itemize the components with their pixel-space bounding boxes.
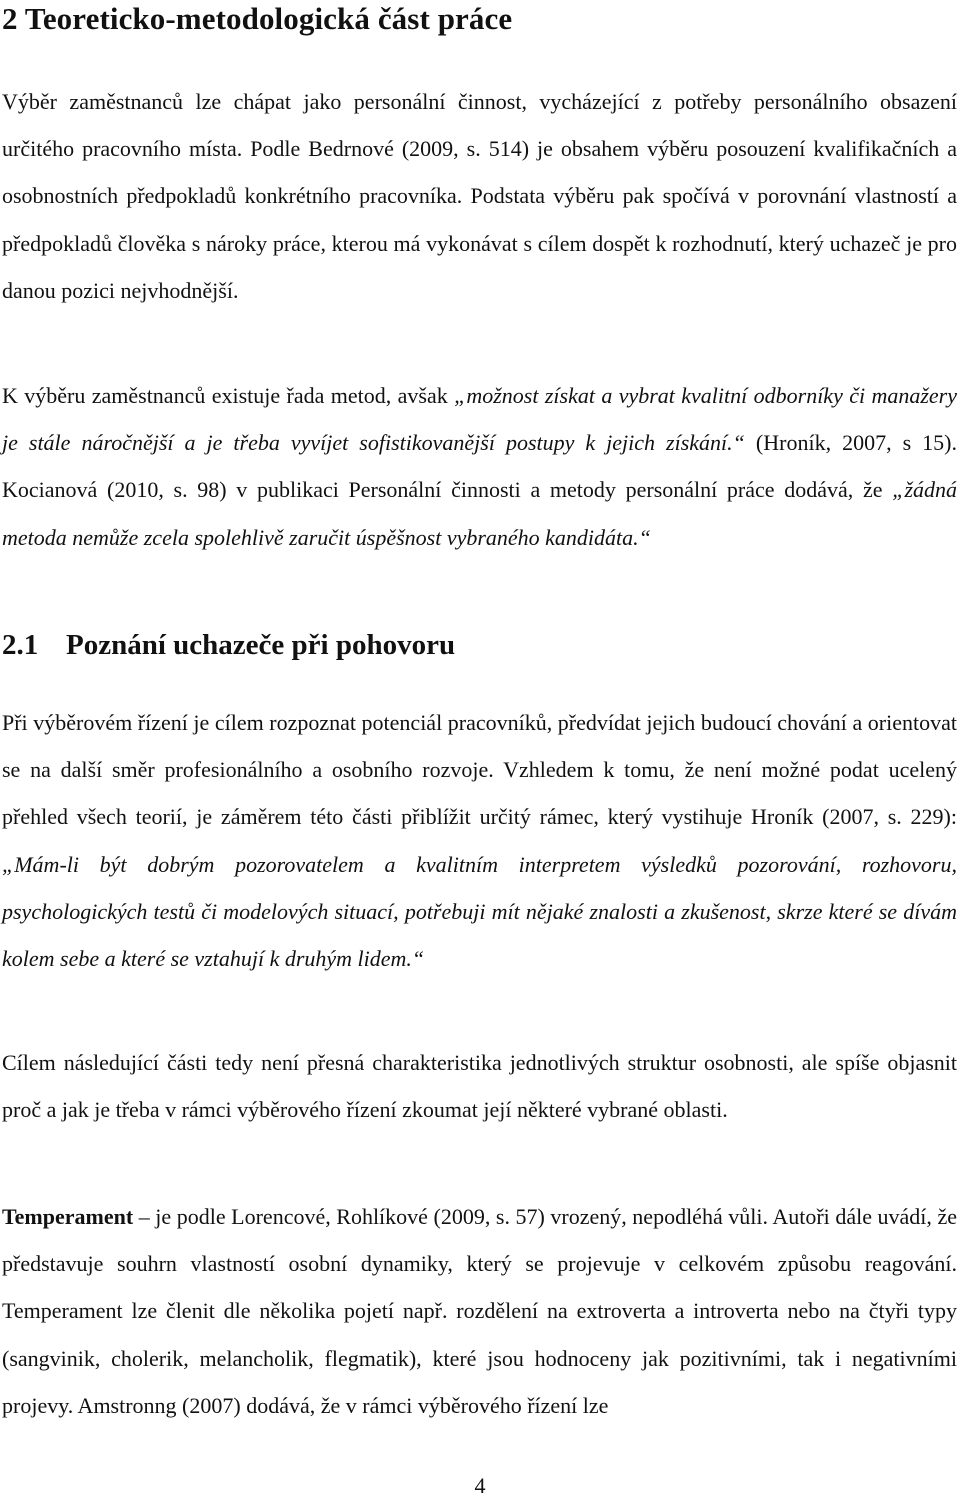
quote-hronik-observer: „Mám-li být dobrým pozorovatelem a kvalitním interpretem výsledků pozorování, rozhovoru, psychologických testů či modelových situací, potřebuji mít nějaké znalosti a zkušenost, skrze které se dívám kolem sebe a které se vztahují k druhým lidem.“: [2, 851, 957, 972]
section-heading: [2, 626, 455, 664]
paragraph-interview: [2, 699, 957, 982]
paragraph-text: Při výběrovém řízení je cílem rozpoznat potenciál pracovníků, předvídat jejich budoucí chování a orientovat se na další směr profesionálního a osobního rozvoje. Vzhledem k tomu, že není možné podat ucelený přehled všech teorií, je záměrem této části přiblížit určitý rámec, který vystihuje Hroník (2007, s. 229):: [2, 710, 957, 830]
paragraph-text: K výběru zaměstnanců existuje řada metod, avšak: [2, 383, 455, 408]
quote-hronik: „možnost získat a vybrat kvalitní odborníky či manažery je stále náročnější a je třeba vyvíjet sofistikovanější postupy k jejich získání.“: [2, 383, 957, 456]
section-number: 2.1: [2, 629, 39, 661]
paragraph-temperament: [2, 1193, 957, 1429]
paragraph-text: – je podle Lorencové, Rohlíkové (2009, s. 57) vrozený, nepodléhá vůli. Autoři dále uvádí, že představuje souhrn vlastností osobní dynamiky, který se projevuje v celkovém způsobu reagování. Temperament lze členit dle několika pojetí např. rozdělení na extroverta a introverta nebo na čtyři typy (sangvinik, cholerik, melancholik, flegmatik), které jsou hodnoceny jak pozitivními, tak i negativními projevy. Amstronng (2007) dodává, že v rámci výběrového řízení lze: [2, 1204, 957, 1418]
page-number: 4: [474, 1473, 486, 1498]
chapter-heading: 2 Teoreticko-metodologická část práce: [2, 1, 513, 36]
term-temperament: Temperament: [2, 1204, 134, 1229]
paragraph-selection-methods: [2, 372, 957, 561]
paragraph-aim: Cílem následující části tedy není přesná charakteristika jednotlivých struktur osobnosti, ale spíše objasnit proč a jak je třeba v rámci výběrového řízení zkoumat její některé vybrané oblasti.: [2, 1050, 957, 1123]
quote-kocianova: „žádná metoda nemůže zcela spolehlivě zaručit úspěšnost vybraného kandidáta.“: [2, 477, 957, 550]
paragraph-text: (Hroník, 2007, s 15). Kocianová (2010, s. 98) v publikaci Personální činnosti a metody personální práce dodává, že: [2, 430, 957, 503]
paragraph-selection-intro: Výběr zaměstnanců lze chápat jako personální činnost, vycházející z potřeby personálního obsazení určitého pracovního místa. Podle Bedrnové (2009, s. 514) je obsahem výběru posouzení kvalifikačních a osobnostních předpokladů konkrétního pracovníka. Podstata výběru pak spočívá v porovnání vlastností a předpokladů člověka s nároky práce, kterou má vykonávat s cílem dospět k rozhodnutí, který uchazeč je pro danou pozici nejvhodnější.: [2, 89, 957, 303]
section-title: Poznání uchazeče při pohovoru: [66, 629, 456, 661]
